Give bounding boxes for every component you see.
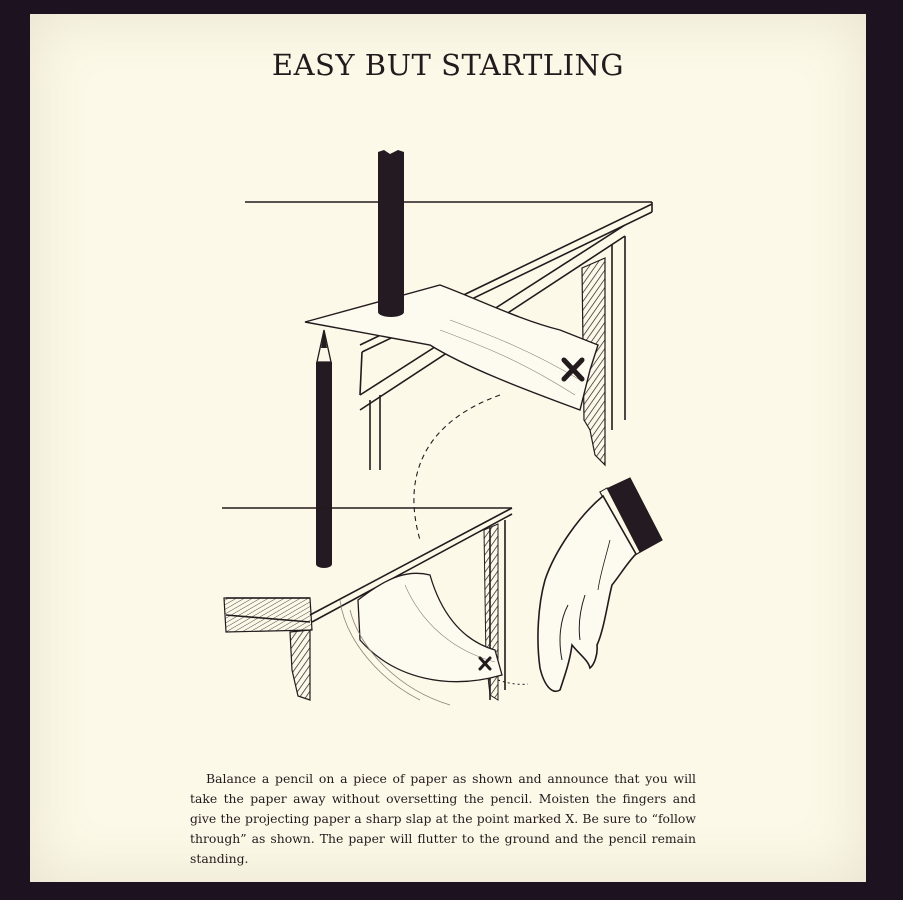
- upper-paper: [305, 285, 598, 410]
- trick-instructions: [190, 769, 696, 869]
- page-title: EASY BUT STARTLING: [271, 48, 625, 82]
- book-page: [30, 14, 866, 882]
- standing-pencil: [316, 330, 332, 568]
- flying-paper: [358, 573, 502, 681]
- trick-illustration: [30, 14, 866, 754]
- lower-table-edge-shade: [224, 598, 312, 632]
- caption-text: Balance a pencil on a piece of paper as shown and announce that you will take the paper away without oversetting the pencil. Moisten the fingers and give the projecting paper a sharp slap at the point marked X. Be sure to “follow through” as shown. The paper will flutter to the ground and the pencil remain standing.: [190, 771, 696, 866]
- slapping-hand: [538, 478, 662, 691]
- lower-table-leg-shade: [290, 630, 310, 700]
- slap-trajectory: [414, 395, 500, 540]
- balanced-pencil: [378, 150, 404, 317]
